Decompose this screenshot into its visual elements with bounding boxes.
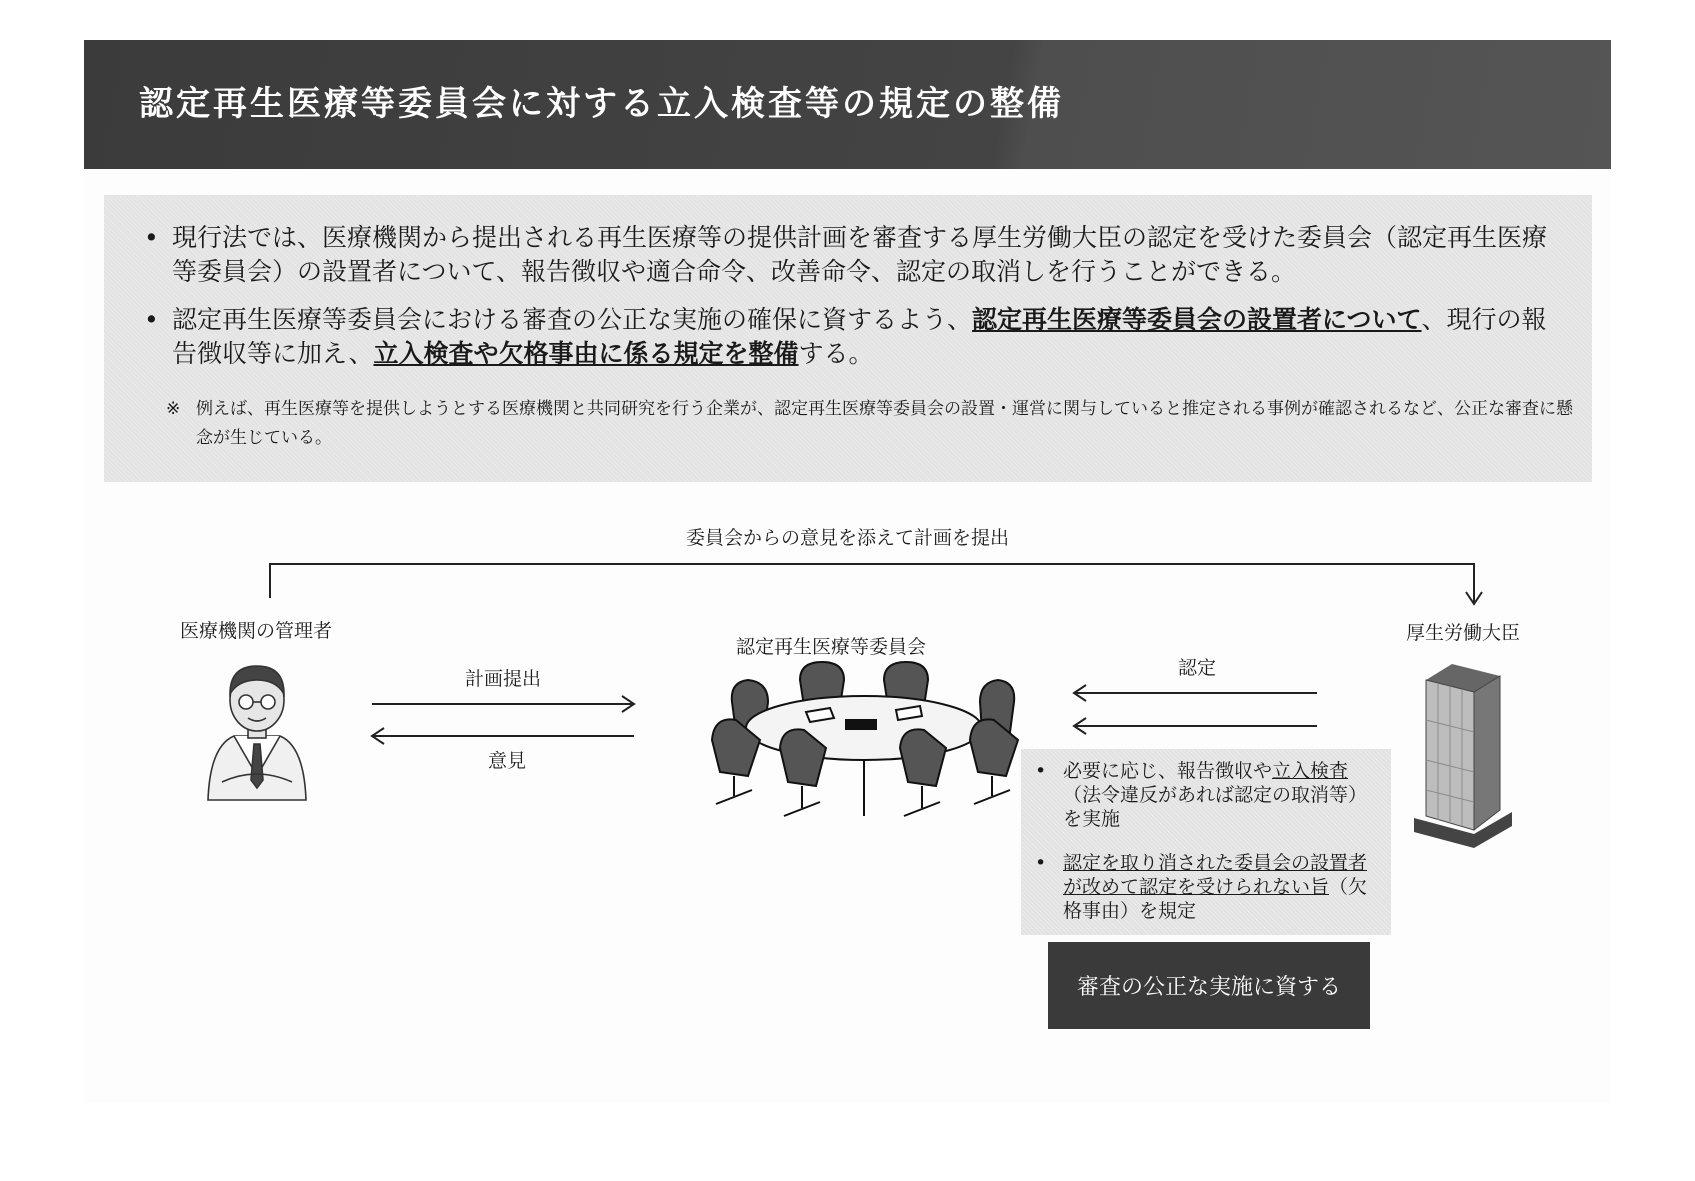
certification-arrow: [1074, 685, 1317, 701]
info-item-1-underline: 立入検査: [1272, 760, 1349, 782]
inspection-arrow: [1074, 718, 1317, 734]
certification-label: 認定: [1178, 657, 1217, 679]
info-item-1-text: [1063, 759, 1380, 831]
info-item-2-text: [1063, 851, 1380, 923]
bullet-2-emphasis-1: 認定再生医療等委員会の設置者について: [972, 305, 1422, 334]
manager-label: 医療機関の管理者: [180, 620, 333, 642]
inspection-info-box: [1021, 749, 1391, 935]
bullet-dot: •: [144, 305, 159, 334]
top-flow-arrow: [270, 564, 1482, 604]
bullet-2-text-a: 認定再生医療等委員会における審査の公正な実施の確保に資するよう、: [172, 305, 973, 334]
slide: [84, 40, 1611, 1103]
bullet-dot: •: [144, 223, 159, 252]
bullet-2-emphasis-2: 立入検査や欠格事由に係る規定を整備: [373, 339, 799, 368]
note-text: 例えば、再生医療等を提供しようとする医療機関と共同研究を行う企業が、認定再生医療等委員会の設置・運営に関与していると推定される事例が確認されるなど、公正な審査に懸念が生じている。: [196, 399, 1573, 448]
note-mark: ※: [166, 399, 181, 419]
office-building-icon: [1414, 664, 1512, 848]
minister-label: 厚生労働大臣: [1406, 622, 1521, 644]
bullet-dot: •: [1035, 760, 1047, 782]
committee-label: 認定再生医療等委員会: [736, 636, 927, 658]
doctor-icon: [208, 666, 306, 800]
conclusion-box: [1048, 942, 1370, 1029]
info-item-2: [1035, 851, 1380, 923]
plan-submit-arrow: [372, 696, 634, 712]
meeting-table-icon: [712, 662, 1018, 816]
plan-submit-label: 計画提出: [465, 668, 542, 690]
summary-bullet-1-text: 現行法では、医療機関から提出される再生医療等の提供計画を審査する厚生労働大臣の認定を受けた委員会（認定再生医療等委員会）の設置者について、報告徴収や適合命令、改善命令、認定の取消しを行うことができる。: [172, 223, 1548, 286]
conclusion-text: 審査の公正な実施に資する: [1076, 975, 1341, 1000]
info-item-2-underline: 認定を取り消された委員会の設置者が改めて認定を受けられない旨: [1063, 852, 1368, 898]
page-title: 認定再生医療等委員会に対する立入検査等の規定の整備: [139, 84, 1064, 124]
bullet-dot: •: [1035, 852, 1047, 874]
info-item-1: [1035, 759, 1380, 831]
bullet-2-text-c: する。: [798, 339, 874, 368]
flow-diagram: [84, 40, 1611, 1103]
info-item-2-text-b: （欠格事由）を規定: [1063, 876, 1368, 922]
opinion-label: 意見: [488, 750, 527, 772]
info-item-1-text-b: （法令違反があれば認定の取消等）を実施: [1063, 784, 1368, 830]
opinion-arrow: [372, 728, 634, 744]
top-flow-label: 委員会からの意見を添えて計画を提出: [686, 527, 1010, 549]
info-item-1-text-a: 必要に応じ、報告徴収や: [1063, 760, 1273, 782]
bullet-2-text-b: 、現行の報告徴収等に加え、: [172, 305, 1547, 368]
